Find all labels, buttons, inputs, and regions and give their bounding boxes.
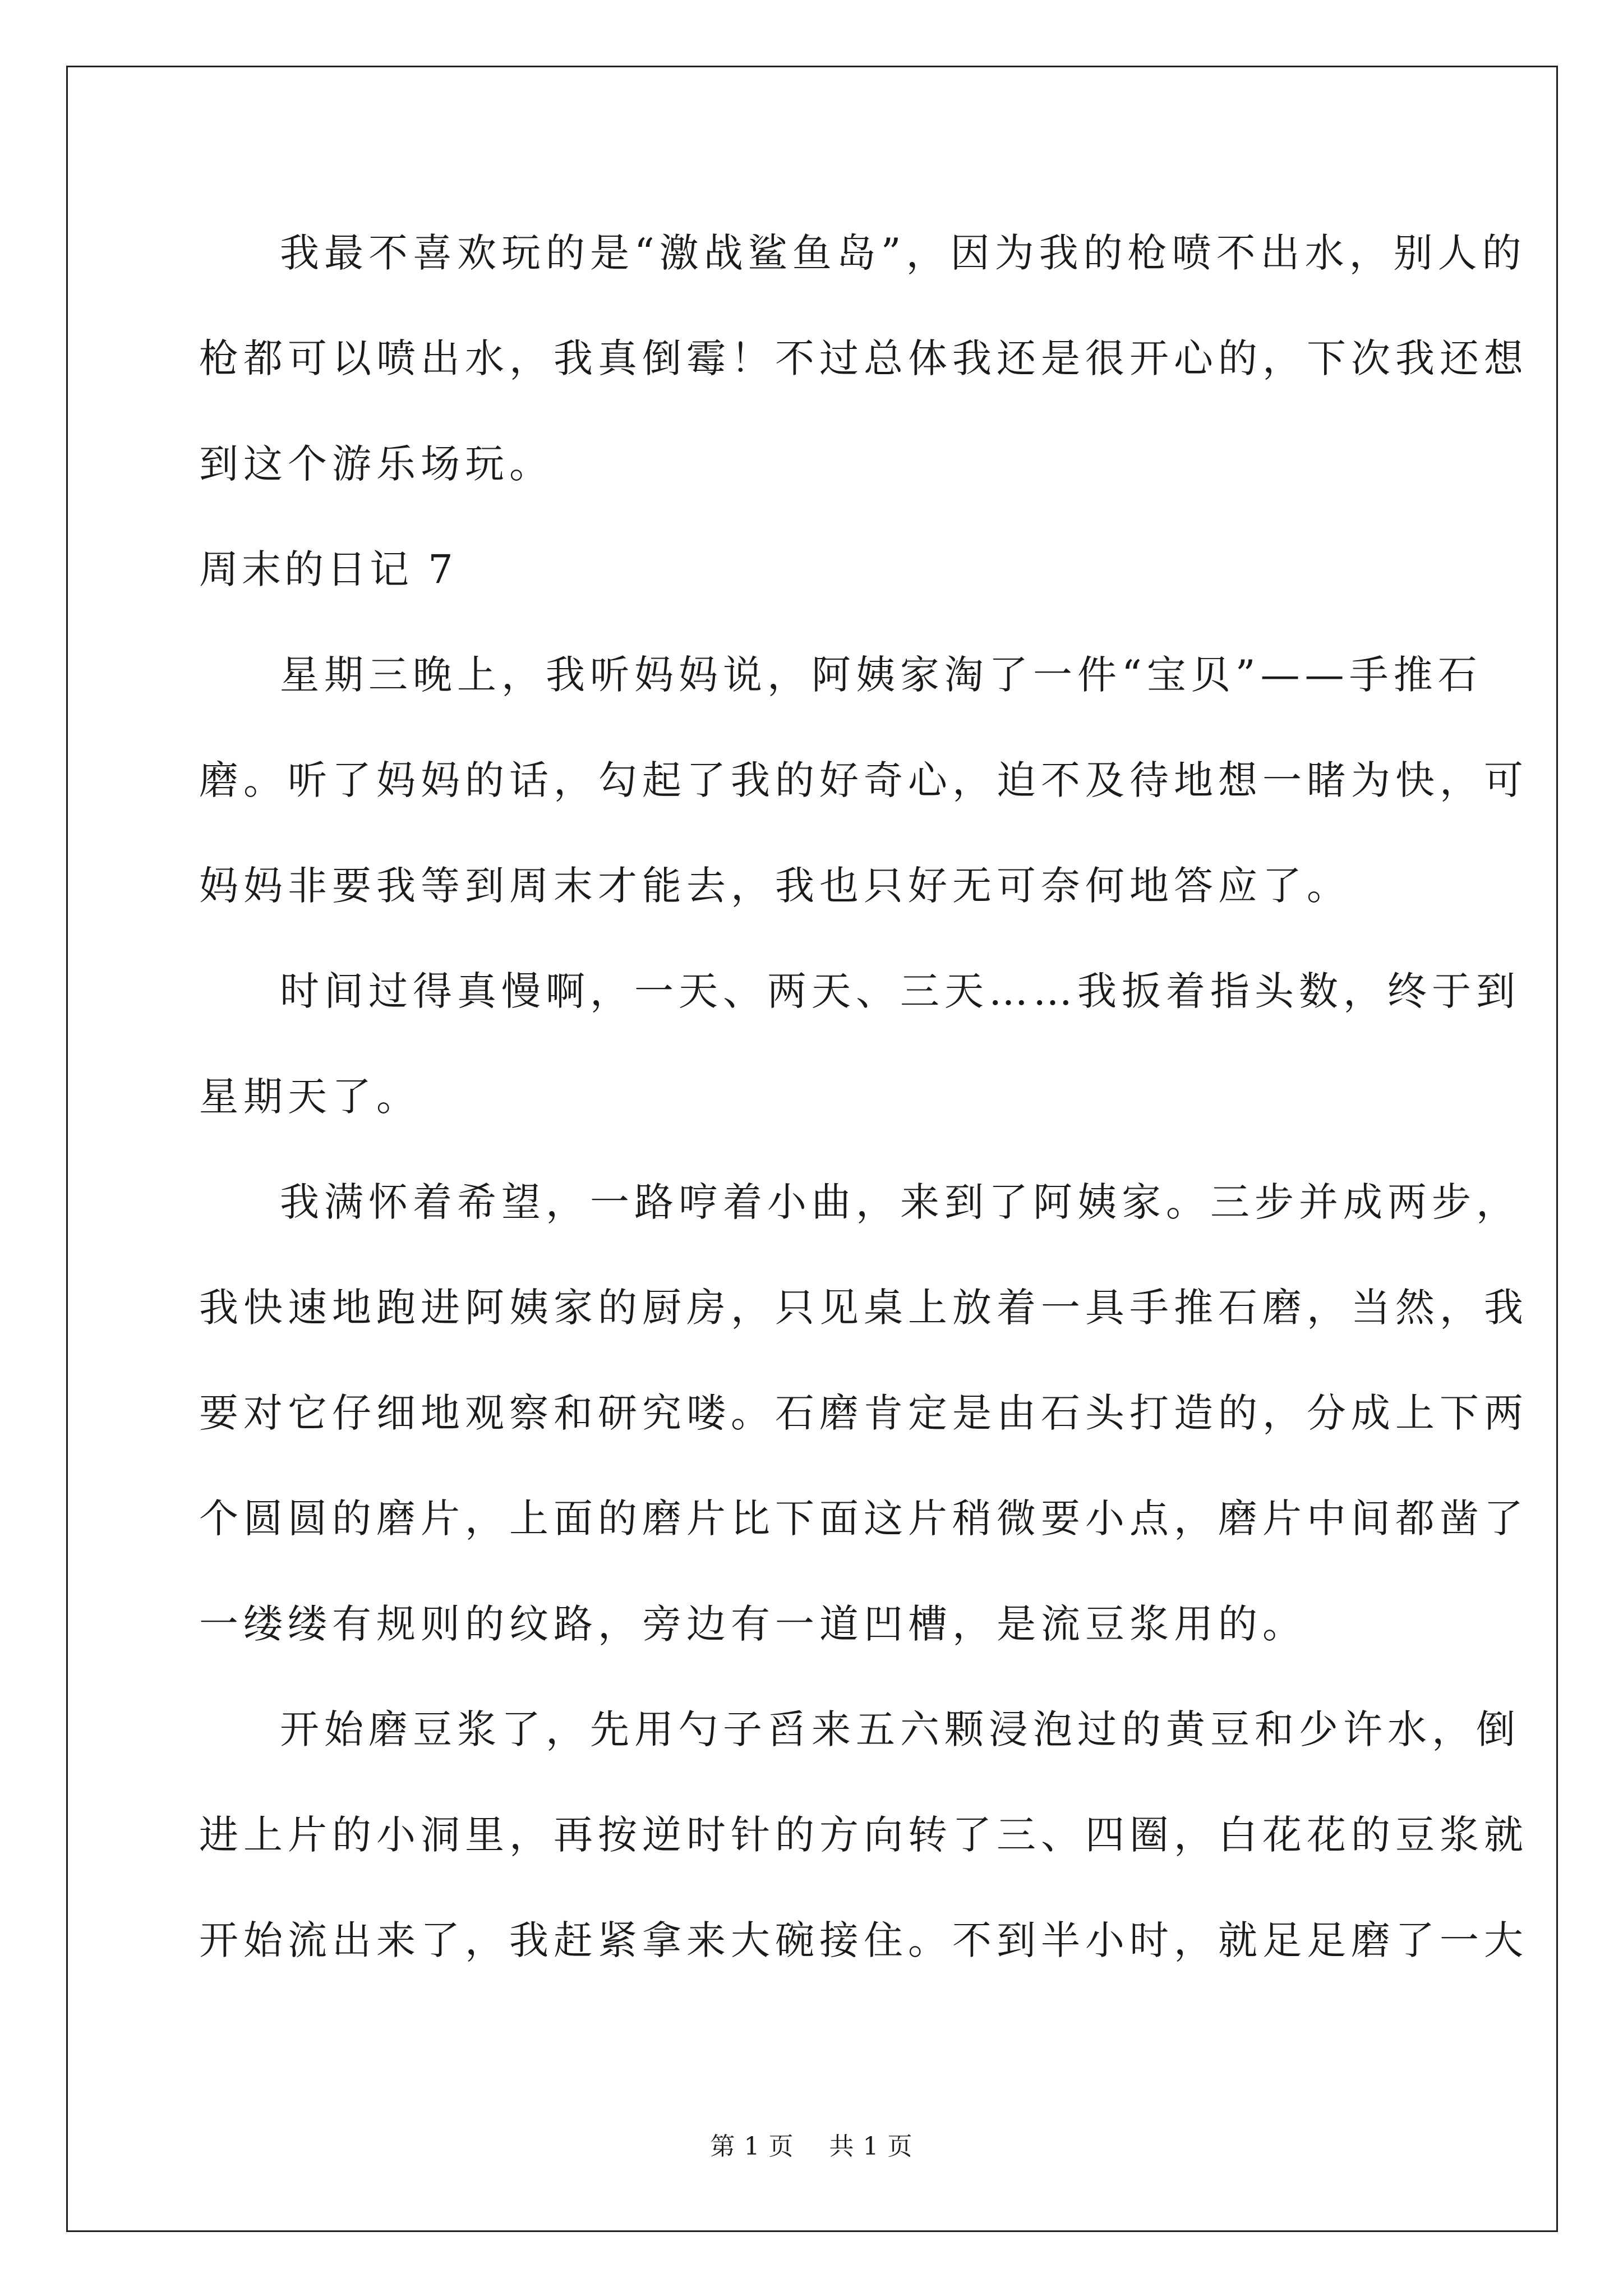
page-footer [0,2126,1623,2162]
text-line: 我满怀着希望，一路哼着小曲，来到了阿姨家。三步并成两步， [280,1179,1520,1225]
document-body [199,213,1528,2006]
text-line: 到这个游乐场玩。 [199,441,554,487]
text-line: 一缕缕有规则的纹路，旁边有一道凹槽，是流豆浆用的。 [199,1601,1307,1647]
text-line: 星期天了。 [199,1074,421,1120]
text-line: 开始流出来了，我赶紧拿来大碗接住。不到半小时，就足足磨了一大 [199,1917,1528,1963]
text-line: 磨。听了妈妈的话，勾起了我的好奇心，迫不及待地想一睹为快，可 [199,757,1528,803]
page-total: 共 1 页 [829,2132,913,2161]
section-heading: 周末的日记 7 [199,546,457,592]
text-line: 枪都可以喷出水，我真倒霉！不过总体我还是很开心的，下次我还想 [199,335,1528,381]
text-line: 要对它仔细地观察和研究喽。石磨肯定是由石头打造的，分成上下两 [199,1390,1528,1436]
text-line: 我最不喜欢玩的是“激战鲨鱼岛”，因为我的枪喷不出水，别人的 [280,230,1527,276]
page-number: 第 1 页 [710,2132,794,2161]
text-line: 妈妈非要我等到周末才能去，我也只好无可奈何地答应了。 [199,863,1351,909]
text-line: 开始磨豆浆了，先用勺子舀来五六颗浸泡过的黄豆和少许水，倒 [280,1706,1520,1752]
text-line: 个圆圆的磨片，上面的磨片比下面这片稍微要小点，磨片中间都凿了 [199,1496,1528,1542]
text-line: 进上片的小洞里，再按逆时针的方向转了三、四圈，白花花的豆浆就 [199,1812,1528,1858]
text-line: 我快速地跑进阿姨家的厨房，只见桌上放着一具手推石磨，当然，我 [199,1285,1528,1331]
text-line: 星期三晚上，我听妈妈说，阿姨家淘了一件“宝贝”——手推石 [280,652,1482,698]
text-line: 时间过得真慢啊，一天、两天、三天……我扳着指头数，终于到 [280,968,1520,1014]
